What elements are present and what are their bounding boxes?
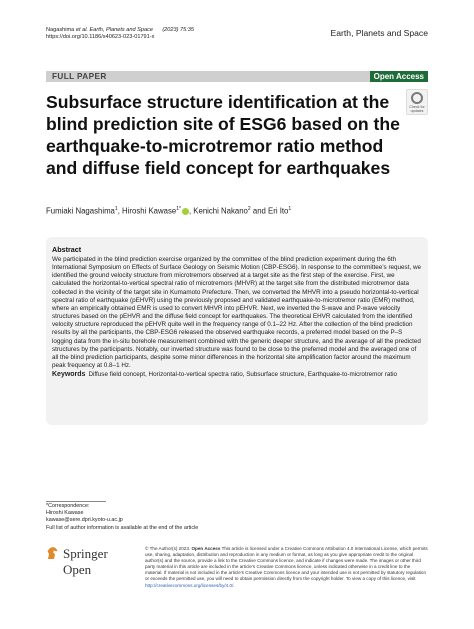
correspondence-name: Hiroshi Kawase (46, 510, 84, 517)
author-affiliation: 1 (288, 206, 292, 212)
citation-year: (2023) 75:35 (162, 27, 195, 33)
correspondence (46, 503, 198, 532)
orcid-icon[interactable] (182, 208, 189, 215)
check-updates-icon (411, 92, 423, 104)
article-title: Subsurface structure identification at the blind prediction site of ESG6 based on the earthquake-to-microtremor ratio method and diffuse field concept for earthquakes (46, 92, 400, 178)
citation-authors: Nagashima (46, 27, 76, 33)
correspondence-email[interactable]: kawase@sere.dpri.kyoto-u.ac.jp (46, 517, 123, 524)
abstract-text: We participated in the blind prediction exercise organized by the committee of the blind prediction experiment during the 6th International Symposium on Effects of Surface Geology on Seismic Motion (CBP-ESG6). In response to the committee’s request, we identified the ground velocity structure from microtremors observed at a target site as the first step of the exercise. First, we calculated the horizontal-to-vertical spectral ratio of microtremors (MHVR) at the target site from the distributed microtremor data collected in the vicinity of the target site in Kumamoto Prefecture. Then, we converted the MHVR into a pseudo horizontal-to-vertical spectral ratio of earthquake (pEHVR) using the previously proposed and validated earthquake-to-microtremor ratio (EMR) method, where an empirically obtained EMR is used to convert MHVR into pEHVR. Next, we inverted the S-wave and P-wave velocity structures based on the pEHVR and the diffuse field concept for earthquakes. The theoretical EHVR calculated from the identified velocity structure reproduced the pEHVR quite well in the frequency range of 0.1–22 Hz. After the collection of the blind prediction results by all the participants, the CBP-ESG6 released the observed earthquake records, a preferred model based on the P–S logging data from the in-situ borehole measurement combined with the generic deeper structure, and the average of all the predicted structures by the participants. Notably, our inverted structure was found to be close to the preferred model and the averaged one of all the blind prediction participants, despite some minor differences in the horizontal site amplification factor around the maximum peak frequency at 0.8–1 Hz. (52, 256, 422, 370)
footnote-divider (46, 501, 106, 502)
license-text: © The Author(s) 2023. Open Access This article is licensed under a Creative Commons Attribution 4.0 International License, which permits use, sharing, adaptation, distribution and reproduction in any medium or format, as long as you give appropriate credit to the original author(s) and the source, provide a link to the Creative Commons licence, and indicate if changes were made. The images or other third party material in this article are included in the article’s Creative Commons licence, unless indicated otherwise in a credit line to the material. If material is not included in the article’s Creative Commons licence and your intended use is not permitted by statutory regulation or exceeds the permitted use, you will need to obtain permission directly from the copyright holder. To view a copy of this licence, visit http://creativecommons.org/licenses/by/4.0/. (145, 546, 428, 588)
author-name: Kenichi Nakano (193, 206, 248, 216)
page-header (46, 27, 428, 47)
author-name: Fumiaki Nagashima (46, 206, 115, 216)
author-info-note: Full list of author information is available at the end of the article (46, 524, 199, 531)
citation (46, 27, 194, 41)
keywords-list: Diffuse field concept, Horizontal-to-vertical spectra ratio, Subsurface structure, Earthquake-to-microtremor ratio (88, 371, 398, 379)
publisher-name: Springer Open (63, 546, 108, 577)
author-list: Fumiaki Nagashima$^1$, Hiroshi Kawase$^{1*}$ , Kenichi Nakano$^2$ and Eri Ito$^1$ (46, 206, 292, 216)
author-affiliation: 1 (114, 206, 118, 212)
author-name: Eri Ito (268, 206, 289, 216)
article-type-banner (46, 71, 428, 82)
keywords (52, 371, 422, 379)
springer-horse-icon (46, 546, 59, 560)
article-type-label: FULL PAPER (52, 72, 107, 81)
citation-journal: et al. Earth, Planets and Space (75, 27, 153, 33)
publisher-logo (46, 545, 136, 577)
abstract-heading: Abstract (52, 245, 82, 254)
author-affiliation: 1* (176, 206, 181, 212)
doi-link[interactable]: https://doi.org/10.1186/s40623-023-01791-x (46, 34, 155, 40)
author-affiliation: 2 (247, 206, 251, 212)
check-updates-label: Check for updates (409, 105, 425, 113)
license-link[interactable]: http://creativecommons.org/licenses/by/4.0/ (145, 582, 234, 588)
author-name: Hiroshi Kawase (122, 206, 177, 216)
keywords-label: Keywords (52, 371, 86, 379)
correspondence-label: *Correspondence: (46, 503, 90, 509)
abstract-box (46, 237, 428, 425)
open-access-badge: Open Access (370, 71, 428, 82)
journal-name: Earth, Planets and Space (330, 28, 428, 38)
check-for-updates-button[interactable] (406, 89, 428, 115)
